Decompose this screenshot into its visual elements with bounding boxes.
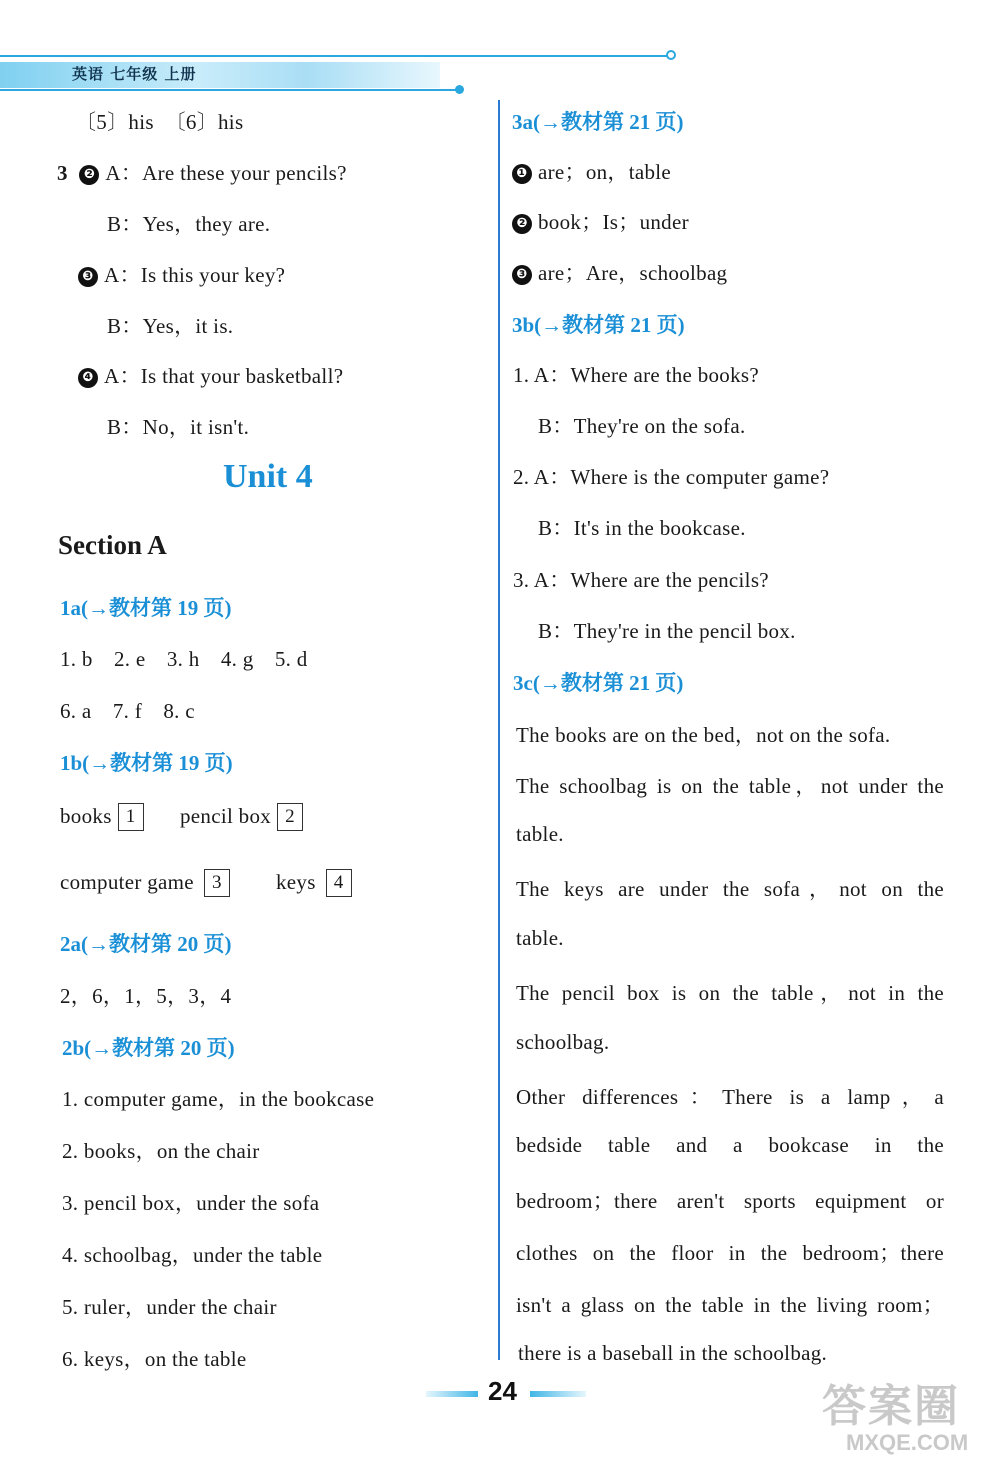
- answer-line: B：No，it isn't.: [107, 415, 250, 439]
- answer-line: B：It's in the bookcase.: [538, 516, 746, 540]
- answer-line: B：They're on the sofa.: [538, 414, 746, 438]
- answer-line: 2，6，1，5，3，4: [60, 984, 232, 1008]
- circled-number-marker: ❸: [78, 267, 98, 287]
- circled-number-marker: ❷: [512, 214, 532, 234]
- paragraph-line: The books are on the bed，not on the sofa.: [516, 723, 891, 747]
- answer-line: 2. A：Where is the computer game?: [513, 465, 830, 489]
- answer-box: 3: [204, 869, 230, 897]
- paragraph-line: bedside table and a bookcase in the: [516, 1133, 944, 1157]
- paragraph-line: bedroom；there aren't sports equipment or: [516, 1189, 944, 1213]
- question-item: [512, 156, 671, 186]
- paragraph-line: schoolbag.: [516, 1030, 610, 1054]
- header-rule-top: [0, 55, 668, 57]
- book-title: 英语 七年级 上册: [72, 65, 197, 83]
- exercise-heading-3b: 3b(→教材第 21 页): [512, 313, 685, 337]
- question-item: [78, 259, 285, 289]
- answer-line: 4. schoolbag，under the table: [62, 1243, 323, 1267]
- answer-line: 2. books，on the chair: [62, 1139, 260, 1163]
- page-number: 24: [488, 1376, 517, 1406]
- match-item: [60, 869, 230, 897]
- answer-line: A：Are these your pencils?: [105, 161, 347, 185]
- header-rule-bottom: [0, 89, 460, 91]
- exercise-heading-2a: 2a(→教材第 20 页): [60, 932, 232, 956]
- circled-number-marker: ❹: [78, 368, 98, 388]
- answer-line: 1. b 2. e 3. h 4. g 5. d: [60, 647, 308, 671]
- answer-line: 5. ruler，under the chair: [62, 1295, 277, 1319]
- circled-number-marker: ❸: [512, 265, 532, 285]
- answer-box: 1: [118, 803, 144, 831]
- exercise-heading-2b: 2b(→教材第 20 页): [62, 1036, 235, 1060]
- header-band: [0, 62, 440, 88]
- paragraph-line: The schoolbag is on the table，not under the: [516, 774, 944, 798]
- column-divider: [498, 100, 500, 1360]
- paragraph-line: there is a baseball in the schoolbag.: [518, 1341, 828, 1365]
- paragraph-line: Other differences：There is a lamp，a: [516, 1085, 944, 1109]
- match-label: computer game: [60, 870, 194, 894]
- header-rule-dot: [455, 85, 464, 94]
- answer-line: A：Is this your key?: [104, 263, 286, 287]
- paragraph-line: table.: [516, 926, 564, 950]
- answer-line: are；Are，schoolbag: [538, 261, 728, 285]
- match-label: keys: [276, 870, 316, 894]
- question-item: [512, 206, 689, 236]
- watermark-text: 答案圈: [822, 1382, 960, 1431]
- match-item: [276, 869, 352, 897]
- exercise-heading-3c: 3c(→教材第 21 页): [513, 671, 684, 695]
- answer-line: are；on，table: [538, 160, 672, 184]
- circled-number-marker: ❷: [79, 165, 99, 185]
- match-item: [180, 803, 303, 831]
- answer-line: 6. keys，on the table: [62, 1347, 247, 1371]
- circled-number-marker: ❶: [512, 164, 532, 184]
- footer-ornament-right: [530, 1391, 586, 1397]
- answer-line: 3. A：Where are the pencils?: [513, 568, 769, 592]
- answer-box: 2: [277, 803, 303, 831]
- question-number: 3: [57, 161, 68, 185]
- exercise-heading-1b: 1b(→教材第 19 页): [60, 751, 233, 775]
- unit-title: Unit 4: [223, 458, 313, 495]
- answer-line: 〔5〕his 〔6〕his: [75, 110, 244, 134]
- answer-line: 6. a 7. f 8. c: [60, 699, 195, 723]
- question-item: [512, 257, 727, 287]
- header-rule-end-dot: [666, 50, 676, 60]
- paragraph-line: clothes on the floor in the bedroom；there: [516, 1241, 944, 1265]
- paragraph-line: isn't a glass on the table in the living room；: [516, 1293, 944, 1317]
- exercise-heading-3a: 3a(→教材第 21 页): [512, 110, 684, 134]
- answer-line: B：They're in the pencil box.: [538, 619, 796, 643]
- watermark-logo: [822, 1384, 968, 1456]
- paragraph-line: table.: [516, 822, 564, 846]
- question-item: [78, 360, 343, 390]
- answer-line: 3. pencil box，under the sofa: [62, 1191, 320, 1215]
- answer-line: book；Is；under: [538, 210, 689, 234]
- match-label: pencil box: [180, 804, 272, 828]
- question-item-3: [57, 157, 347, 187]
- exercise-heading-1a: 1a(→教材第 19 页): [60, 596, 232, 620]
- paragraph-line: The keys are under the sofa，not on the: [516, 877, 944, 901]
- answer-box: 4: [326, 869, 352, 897]
- match-label: books: [60, 804, 112, 828]
- watermark-url: MXQE.COM: [846, 1430, 969, 1455]
- answer-line: B：Yes，they are.: [107, 212, 271, 236]
- answer-line: A：Is that your basketball?: [104, 364, 344, 388]
- answer-line: B：Yes，it is.: [107, 314, 234, 338]
- footer-ornament-left: [426, 1391, 478, 1397]
- answer-line: 1. computer game，in the bookcase: [62, 1087, 375, 1111]
- match-item: [60, 803, 144, 831]
- paragraph-line: The pencil box is on the table，not in the: [516, 981, 944, 1005]
- section-title: Section A: [58, 530, 167, 560]
- answer-line: 1. A：Where are the books?: [513, 363, 759, 387]
